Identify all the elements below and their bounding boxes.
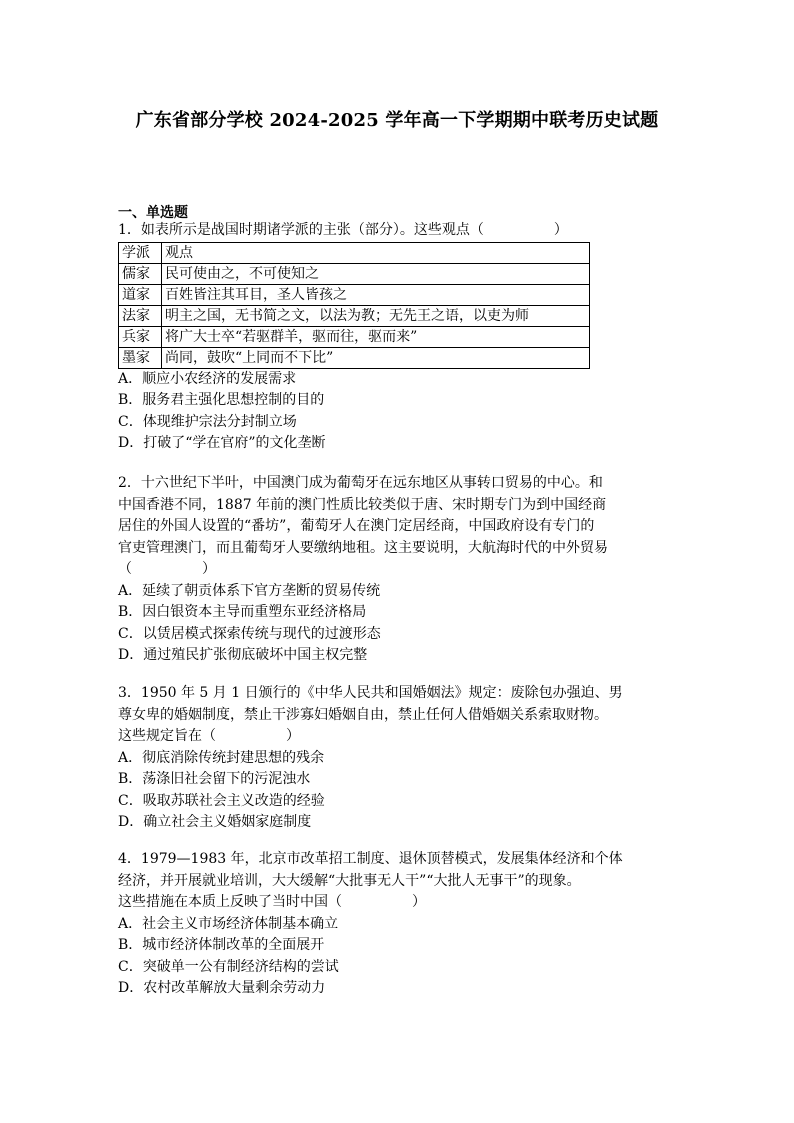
question-2-stem-line: 2．十六世纪下半叶，中国澳门成为葡萄牙在远东地区从事转口贸易的中心。和 <box>118 475 603 491</box>
option-c: C．吸取苏联社会主义改造的经验 <box>118 792 325 809</box>
table-cell: 儒家 <box>119 263 162 284</box>
option-d: D．通过殖民扩张彻底破坏中国主权完整 <box>118 647 368 663</box>
question-2-stem-line: 中国香港不同，1887 年前的澳门性质比较类似于唐、宋时期专门为到中国经商 <box>118 496 607 513</box>
table-cell: 民可使由之，不可使知之 <box>162 263 590 284</box>
table-row <box>119 305 590 326</box>
question-2-stem-line: （ ） <box>118 561 216 577</box>
question-2-stem-line: 居住的外国人设置的“番坊”，葡萄牙人在澳门定居经商，中国政府设有专门的 <box>118 518 595 534</box>
option-a: A．顺应小农经济的发展需求 <box>118 370 297 387</box>
table-header-row <box>119 242 590 263</box>
table-row <box>119 326 590 347</box>
option-b: B．荡涤旧社会留下的污泥浊水 <box>118 771 311 787</box>
option-d: D．打破了“学在官府”的文化垄断 <box>118 435 326 451</box>
option-d: D．确立社会主义婚姻家庭制度 <box>118 814 312 830</box>
table-cell: 道家 <box>119 284 162 305</box>
option-a: A．社会主义市场经济体制基本确立 <box>118 915 339 932</box>
table-header-cell: 观点 <box>162 242 590 263</box>
option-c: C．以赁居模式探索传统与现代的过渡形态 <box>118 625 381 642</box>
option-a: A．延续了朝贡体系下官方垄断的贸易传统 <box>118 582 381 599</box>
table-cell: 百姓皆注其耳目，圣人皆孩之 <box>162 284 590 305</box>
question-3 <box>118 683 698 834</box>
question-2 <box>118 473 698 667</box>
table-row <box>119 347 590 368</box>
option-a: A．彻底消除传统封建思想的残余 <box>118 749 325 766</box>
section-heading: 一、单选题 <box>118 205 188 221</box>
question-4-stem-line: 4．1979—1983 年，北京市改革招工制度、退休顶替模式，发展集体经济和个体 <box>118 851 623 867</box>
question-4-stem-line: 这些措施在本质上反映了当时中国（ ） <box>118 894 426 910</box>
question-4-stem-line: 经济，并开展就业培训，大大缓解“大批事无人干”“大批人无事干”的现象。 <box>118 872 581 889</box>
table-row <box>119 284 590 305</box>
question-3-stem-line: 这些规定旨在（ ） <box>118 728 300 744</box>
option-c: C．体现维护宗法分封制立场 <box>118 413 297 430</box>
question-3-stem-line: 3．1950 年 5 月 1 日颁行的《中华人民共和国婚姻法》规定：废除包办强迫、男 <box>118 685 623 701</box>
question-1-stem: 1．如表所示是战国时期诸学派的主张（部分）。这些观点（ ） <box>118 222 568 238</box>
option-c: C．突破单一公有制经济结构的尝试 <box>118 958 339 975</box>
option-b: B．城市经济体制改革的全面展开 <box>118 937 325 953</box>
question-4 <box>118 849 698 1000</box>
question-1 <box>118 220 698 455</box>
table-cell: 法家 <box>119 305 162 326</box>
table-cell: 将广大士卒“若驱群羊，驱而往，驱而来” <box>162 326 590 347</box>
table-cell: 明主之国，无书简之文，以法为教；无先王之语，以吏为师 <box>162 305 590 326</box>
option-d: D．农村改革解放大量剩余劳动力 <box>118 980 326 996</box>
question-2-stem-line: 官吏管理澳门，而且葡萄牙人要缴纳地租。这主要说明，大航海时代的中外贸易 <box>118 539 608 556</box>
table-header-cell: 学派 <box>119 242 162 263</box>
table-cell: 尚同，鼓吹“上同而不下比” <box>162 347 590 368</box>
table-row <box>119 263 590 284</box>
option-b: B．因白银资本主导而重塑东亚经济格局 <box>118 604 367 620</box>
table-cell: 兵家 <box>119 326 162 347</box>
page-title: 广东省部分学校 2024-2025 学年高一下学期期中联考历史试题 <box>135 110 659 131</box>
schools-table <box>118 242 590 369</box>
option-b: B．服务君主强化思想控制的目的 <box>118 392 325 408</box>
table-cell: 墨家 <box>119 347 162 368</box>
question-3-stem-line: 尊女卑的婚姻制度，禁止干涉寡妇婚姻自由，禁止任何人借婚姻关系索取财物。 <box>118 706 608 723</box>
